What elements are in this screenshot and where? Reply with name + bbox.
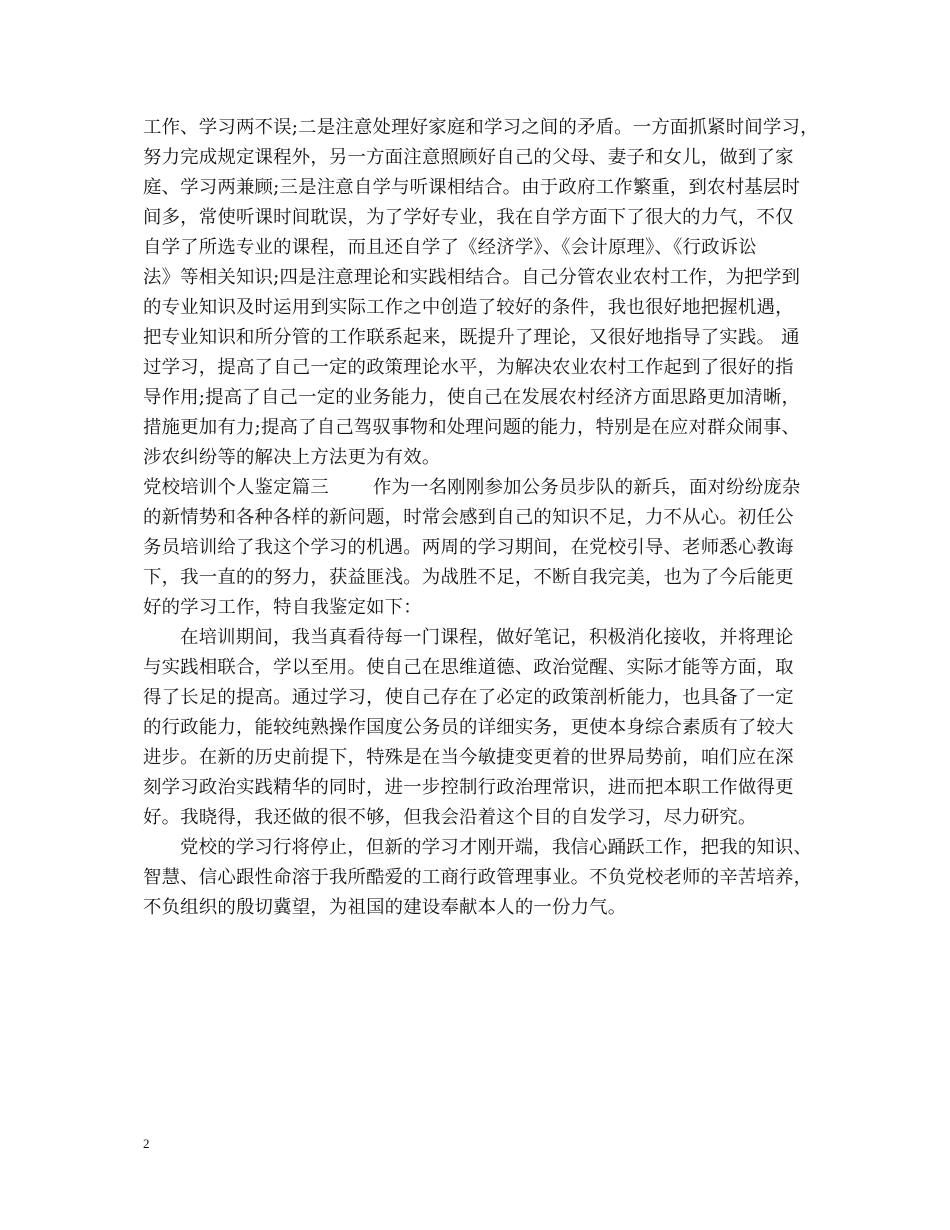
- text-line: 进步。在新的历史前提下，特殊是在当今敏捷变更着的世界局势前，咱们应在深: [143, 747, 794, 768]
- text-line: 措施更加有力;提高了自己驾驭事物和处理问题的能力，特别是在应对群众闹事、: [143, 417, 801, 438]
- text-line: 的行政能力，能较纯熟操作国度公务员的详细实务，更使本身综合素质有了较大: [143, 717, 794, 738]
- heading-line: [143, 473, 813, 503]
- paragraph-1: [143, 113, 819, 473]
- text-line: 的专业知识及时运用到实际工作之中创造了较好的条件，我也很好地把握机遇，: [143, 297, 794, 318]
- text-line: 得了长足的提高。通过学习，使自己存在了必定的政策剖析能力，也具备了一定: [143, 687, 794, 708]
- text-line: 庭、学习两兼顾;三是注意自学与听课相结合。由于政府工作繁重，到农村基层时: [143, 177, 801, 198]
- text-line: 涉农纠纷等的解决上方法更为有效。: [143, 447, 441, 468]
- text-line: 不负组织的殷切冀望，为祖国的建设奉献本人的一份力气。: [143, 897, 627, 918]
- text-line: 与实践相联合，学以至用。使自己在思维道德、政治觉醒、实际才能等方面，取: [143, 657, 794, 678]
- text-line: 导作用;提高了自己一定的业务能力，使自己在发展农村经济方面思路更加清晰，: [143, 387, 801, 408]
- text-line: 作为一名刚刚参加公务员步队的新兵，面对纷纷庞杂: [372, 477, 801, 498]
- text-line: 把专业知识和所分管的工作联系起来，既提升了理论，又很好地指导了实践。 通: [143, 327, 800, 348]
- text-line: 的新情势和各种各样的新问题，时常会感到自己的知识不足，力不从心。初任公: [143, 507, 794, 528]
- text-line: 党校的学习行将停止，但新的学习才刚开端，我信心踊跃工作，把我的知识、: [180, 837, 813, 858]
- text-line: 法》等相关知识;四是注意理论和实践相结合。自己分管农业农村工作，为把学到: [143, 267, 801, 288]
- document-body: [143, 113, 819, 923]
- text-line: 过学习，提高了自己一定的政策理论水平，为解决农业农村工作起到了很好的指: [143, 357, 794, 378]
- text-line: 工作、学习两不误;二是注意处理好家庭和学习之间的矛盾。一方面抓紧时间学习，: [143, 117, 819, 138]
- text-line: 努力完成规定课程外，另一方面注意照顾好自己的父母、妻子和女儿，做到了家: [143, 147, 794, 168]
- paragraph-3: [143, 623, 813, 833]
- paragraph-2: [143, 473, 813, 623]
- text-line: 在培训期间，我当真看待每一门课程，做好笔记，积极消化接收，并将理论: [180, 627, 794, 648]
- text-line: 下，我一直的的努力，获益匪浅。为战胜不足，不断自我完美，也为了今后能更: [143, 567, 794, 588]
- text-line: 刻学习政治实践精华的同时，进一步控制行政治理常识，进而把本职工作做得更: [143, 777, 794, 798]
- section-heading: 党校培训个人鉴定篇三: [143, 477, 329, 498]
- text-line: 好的学习工作，特自我鉴定如下：: [143, 597, 422, 618]
- text-line: 智慧、信心跟性命溶于我所酷爱的工商行政管理事业。不负党校老师的辛苦培养，: [143, 867, 813, 888]
- paragraph-4: [143, 833, 813, 923]
- page-number: 2: [143, 1136, 150, 1151]
- text-line: 好。我晓得，我还做的很不够，但我会沿着这个目的自发学习，尽力研究。: [143, 807, 757, 828]
- text-line: 间多，常使听课时间耽误，为了学好专业，我在自学方面下了很大的力气，不仅: [143, 207, 794, 228]
- text-line: 自学了所选专业的课程，而且还自学了《经济学》、《会计原理》、《行政诉讼: [143, 237, 757, 258]
- text-line: 务员培训给了我这个学习的机遇。两周的学习期间，在党校引导、老师悉心教诲: [143, 537, 794, 558]
